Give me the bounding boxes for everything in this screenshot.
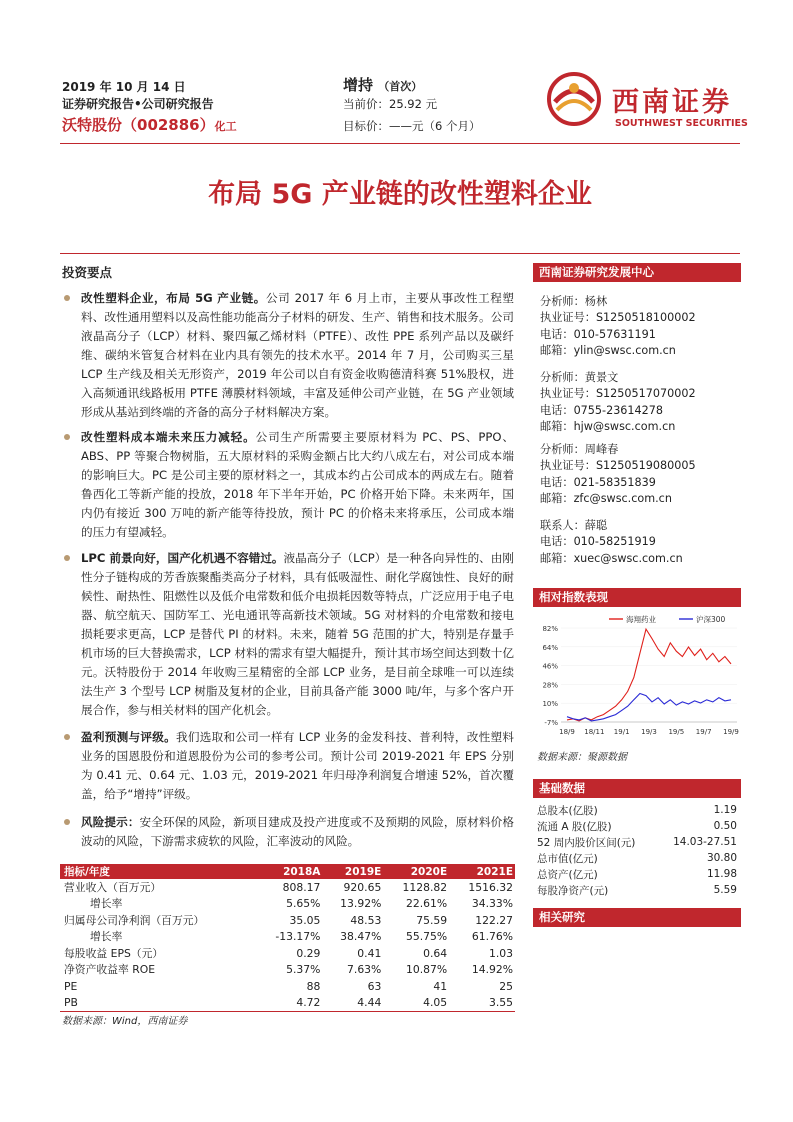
x-tick-label: 18/11 — [584, 728, 605, 736]
basic-data-table — [537, 802, 741, 898]
legend-label: 沪深300 — [696, 615, 726, 624]
series-line-0 — [567, 629, 731, 721]
table-row — [60, 912, 515, 929]
contact-phone: 电话：010-58251919 — [540, 535, 656, 549]
basic-data-label: 总股本(亿股) — [537, 804, 598, 817]
contact-email[interactable]: 邮箱：xuec@swsc.com.cn — [540, 551, 683, 565]
bullet-item — [64, 728, 514, 804]
research-center-bar: 西南证券研究发展中心 — [533, 263, 741, 282]
y-tick-label: 64% — [542, 643, 558, 652]
row-label: 每股收益 EPS（元） — [64, 946, 164, 960]
table-cell: 920.65 — [343, 880, 382, 894]
bullet-lead: LPC 前景向好，国产化机遇不容错过。 — [81, 551, 284, 565]
legend-label: 海翔药业 — [626, 615, 656, 624]
bullet-dot — [64, 555, 70, 561]
table-cell: 0.64 — [423, 946, 448, 960]
row-label: 归属母公司净利润（百万元） — [64, 913, 205, 927]
company-title: 沃特股份（002886） — [62, 116, 215, 134]
x-tick-label: 19/9 — [723, 728, 739, 736]
analyst-email[interactable]: 邮箱：ylin@swsc.com.cn — [540, 344, 676, 358]
basic-data-row — [537, 834, 741, 850]
analyst-name: 分析师：杨林 — [540, 295, 608, 308]
table-cell: 25 — [499, 979, 513, 993]
section-heading: 投资要点 — [62, 265, 113, 280]
logo-text-cn: 西南证券 — [612, 87, 732, 118]
table-header-cell: 2018A — [256, 864, 322, 879]
table-header-cell: 2020E — [383, 864, 449, 879]
x-tick-label: 18/9 — [559, 728, 575, 736]
industry-label: 化工 — [214, 120, 237, 133]
table-header-cell: 指标/年度 — [60, 864, 256, 879]
rating — [343, 74, 422, 95]
bullet-item — [64, 428, 514, 542]
table-cell: 7.63% — [347, 963, 382, 977]
analyst-block — [540, 294, 696, 360]
basic-data-value: 11.98 — [706, 868, 737, 880]
table-cell: 10.87% — [405, 963, 448, 977]
table-cell: 3.55 — [449, 995, 515, 1012]
bullet-item — [64, 813, 514, 851]
relative-index-bar: 相对指数表现 — [533, 588, 741, 607]
row-label: 营业收入（百万元） — [64, 880, 162, 894]
y-tick-label: 10% — [542, 700, 558, 709]
report-date: 2019 年 10 月 14 日 — [62, 80, 186, 94]
table-cell: 61.76% — [471, 930, 513, 944]
basic-data-bar: 基础数据 — [533, 779, 741, 798]
bullet-text: 公司 2017 年 6 月上市，主要从事改性工程塑料、改性通用塑料以及高性能功能高分子材料的研发、生产、销售和技术服务。公司液晶高分子（LCP）材料、聚四氟乙烯材料（PTFE）、改性 PPE 系列产品以及碳纤维、碳纳米管复合材料在业内具有领先的技术水平。2014 年 7 月，公司购买三星 LCP 生产线及相关无形资产，2019 年公司以自有资金收购德清科赛 51%股权，进入高频通讯线路板用 PTFE 薄膜材料领域，丰富及延伸公司产业链，在 5G 产业领域形成从基站到终端的齐备的高分子材料解决方案。 — [81, 291, 514, 419]
basic-data-label: 52 周内股价区间(元) — [537, 836, 636, 849]
page-title: 布局 5G 产业链的改性塑料企业 — [208, 179, 592, 210]
bullet-text: 公司生产所需要主要原材料为 PC、PS、PPO、ABS、PP 等聚合物树脂，五大原材料的采购金额占比大约八成左右，对公司成本端的影响巨大。PC 是公司主要的原材料之一，其成本约占公司成本的两成左右。随着鲁西化工等新产能的投放，2018 年下半年开始，PC 价格开始下降。未来两年，国内仍有接近 300 万吨的新产能等待投放，预计 PC 的价格未来将承压，公司成本端的压力有望减轻。 — [81, 430, 514, 539]
table-cell: -13.17% — [275, 930, 321, 944]
row-label: 增长率 — [90, 897, 123, 911]
table-row — [60, 945, 515, 962]
financial-table — [60, 864, 515, 1012]
bullet-lead: 盈利预测与评级。 — [81, 730, 177, 744]
bullet-dot — [64, 295, 70, 301]
current-price: 当前价：25.92 元 — [343, 97, 438, 111]
bullet-lead: 风险提示： — [81, 815, 140, 829]
table-cell: 1516.32 — [468, 880, 513, 894]
table-cell: 5.37% — [286, 963, 321, 977]
basic-data-value: 5.59 — [713, 884, 737, 896]
analyst-cert: 执业证号：S1250519080005 — [540, 459, 696, 473]
report-type: 证券研究报告•公司研究报告 — [62, 97, 214, 111]
table-cell: 122.27 — [475, 913, 513, 927]
analyst-cert: 执业证号：S1250518100002 — [540, 311, 696, 325]
table-cell: 63 — [367, 979, 382, 993]
y-tick-label: -7% — [544, 719, 558, 727]
basic-data-row — [537, 882, 741, 898]
title-divider — [60, 253, 740, 254]
y-tick-label: 28% — [542, 681, 558, 690]
relative-index-chart — [533, 614, 741, 740]
table-cell: 1128.82 — [402, 880, 448, 894]
analyst-name: 分析师：黄景文 — [540, 371, 619, 384]
table-cell: 808.17 — [282, 880, 321, 894]
basic-data-row — [537, 802, 741, 818]
x-tick-label: 19/1 — [613, 728, 630, 736]
x-tick-label: 19/3 — [641, 728, 657, 736]
analyst-email[interactable]: 邮箱：hjw@swsc.com.cn — [540, 420, 676, 434]
table-cell: 88 — [306, 979, 321, 993]
row-label: PE — [64, 979, 78, 993]
analyst-phone: 电话：010-57631191 — [540, 327, 656, 341]
table-cell: 4.05 — [383, 995, 449, 1012]
basic-data-row — [537, 850, 741, 866]
table-cell: 5.65% — [286, 897, 321, 911]
bullet-item — [64, 289, 514, 422]
table-cell: 14.92% — [471, 963, 513, 977]
analyst-block — [540, 370, 696, 436]
basic-data-label: 总资产(亿元) — [537, 868, 598, 881]
table-row — [60, 929, 515, 946]
bullet-dot — [64, 734, 70, 740]
row-label: 增长率 — [90, 930, 123, 944]
table-header-cell: 2021E — [449, 864, 515, 879]
related-research-bar: 相关研究 — [533, 908, 741, 927]
contact-block — [540, 518, 683, 567]
rating-note: （首次） — [378, 80, 423, 93]
table-cell: 1.03 — [488, 946, 513, 960]
bullet-text: 我们选取和公司一样有 LCP 业务的金发科技、普利特，改性塑料业务的国恩股份和道恩股份为公司的参考公司。预计公司 2019-2021 年 EPS 分别为 0.41 元、0.64 元、1.03 元，2019-2021 年归母净利润复合增速 52%，首次覆盖，给予“增持”评级。 — [81, 730, 514, 801]
table-cell: 55.75% — [405, 930, 448, 944]
row-label: 净资产收益率 ROE — [64, 963, 156, 977]
table-row — [60, 896, 515, 913]
basic-data-label: 总市值(亿元) — [537, 852, 598, 865]
table-row — [60, 978, 515, 995]
y-tick-label: 82% — [542, 625, 558, 633]
basic-data-value: 30.80 — [706, 852, 737, 864]
table-cell: 34.33% — [471, 897, 513, 911]
bullet-text: 液晶高分子（LCP）是一种各向异性的、由刚性分子链构成的芳香族聚酯类高分子材料，具有低吸湿性、耐化学腐蚀性、良好的耐候性、耐热性、阻燃性以及低介电常数和低介电损耗因数等特点，广泛应用于电子电器、航空航天、国防军工、光电通讯等高新技术领域。5G 对材料的介电常数和接电损耗要求更高，LCP 是替代 PI 的材料。未来，随着 5G 范围的扩大，特别是存量手机市场的巨大替换需求，LCP 材料的需求有望大幅提升，预计其市场空间达到数十亿元。沃特股份于 2014 年收购三星精密的全部 LCP 业务，是目前全球唯一可以连续法生产 3 个型号 LCP 树脂及复材的企业，目前具备产能 3000 吨/年，与多个客户开展合作，参与相关材料的国产化机会。 — [81, 551, 514, 717]
table-source: 数据来源：Wind，西南证券 — [62, 1016, 188, 1027]
table-cell: 0.29 — [296, 946, 321, 960]
table-cell: 22.61% — [405, 897, 448, 911]
table-cell: 4.44 — [322, 995, 383, 1012]
table-cell: 38.47% — [340, 930, 382, 944]
basic-data-row — [537, 818, 741, 834]
y-tick-label: 46% — [542, 662, 558, 671]
table-row — [60, 879, 515, 896]
table-cell: 13.92% — [340, 897, 382, 911]
analyst-email[interactable]: 邮箱：zfc@swsc.com.cn — [540, 492, 672, 506]
row-label: PB — [60, 995, 256, 1012]
logo-text-en: SOUTHWEST SECURITIES — [615, 118, 748, 129]
table-header-row — [60, 864, 515, 879]
analyst-name: 分析师：周峰春 — [540, 443, 619, 456]
bullet-lead: 改性塑料企业，布局 5G 产业链。 — [81, 291, 266, 305]
analyst-cert: 执业证号：S1250517070002 — [540, 387, 696, 401]
series-line-1 — [567, 694, 731, 721]
table-cell: 0.41 — [357, 946, 382, 960]
basic-data-label: 每股净资产(元) — [537, 884, 609, 897]
table-cell: 75.59 — [416, 913, 448, 927]
chart-source: 数据来源：聚源数据 — [537, 752, 627, 763]
company-name — [62, 114, 237, 135]
bullet-text: 安全环保的风险，新项目建成及投产进度或不及预期的风险，原材料价格波动的风险，下游需求疲软的风险，汇率波动的风险。 — [81, 815, 514, 848]
x-tick-label: 19/7 — [695, 728, 712, 736]
bullet-dot — [64, 434, 70, 440]
logo-icon — [547, 72, 601, 126]
table-cell: 4.72 — [256, 995, 322, 1012]
table-cell: 41 — [433, 979, 448, 993]
target-price: 目标价：——元（6 个月） — [343, 119, 481, 133]
rating-value: 增持 — [343, 76, 374, 94]
table-row — [60, 995, 515, 1012]
x-tick-label: 19/5 — [668, 728, 685, 736]
basic-data-value: 0.50 — [713, 820, 737, 832]
table-header-cell: 2019E — [322, 864, 383, 879]
analyst-phone: 电话：0755-23614278 — [540, 403, 664, 417]
table-row — [60, 962, 515, 979]
table-cell: 48.53 — [350, 913, 382, 927]
analyst-block — [540, 442, 696, 508]
bullet-item — [64, 549, 514, 720]
bullet-lead: 改性塑料成本端未来压力减轻。 — [81, 430, 256, 444]
basic-data-value: 1.19 — [713, 804, 737, 816]
header-divider — [60, 143, 740, 144]
basic-data-row — [537, 866, 741, 882]
basic-data-value: 14.03-27.51 — [673, 836, 737, 848]
bullet-dot — [64, 819, 70, 825]
basic-data-label: 流通 A 股(亿股) — [537, 820, 612, 833]
analyst-phone: 电话：021-58351839 — [540, 475, 656, 489]
table-cell: 35.05 — [289, 913, 321, 927]
contact-name: 联系人：薛聪 — [540, 519, 608, 532]
